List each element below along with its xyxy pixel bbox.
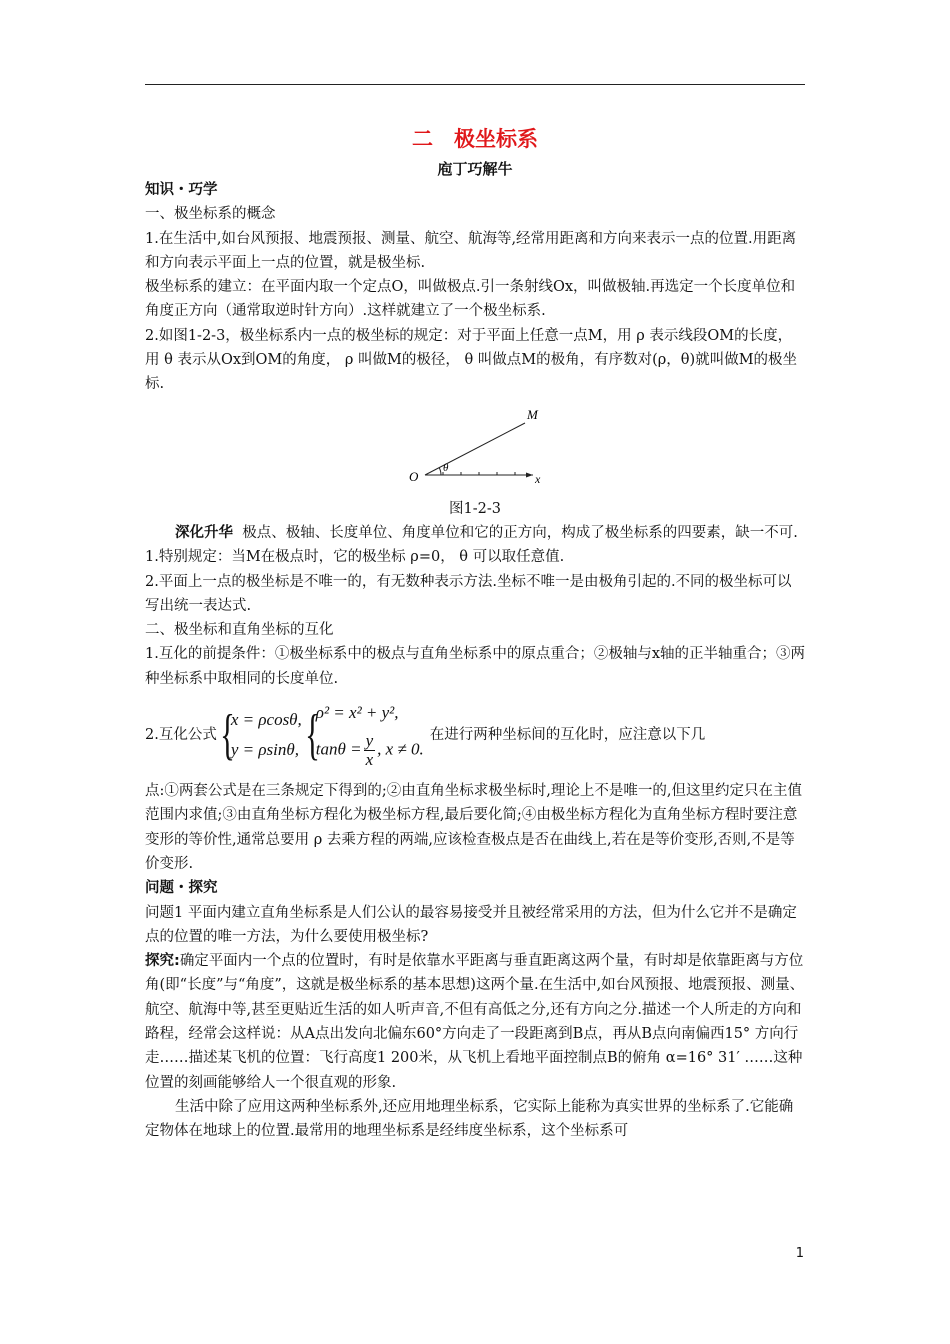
label-x: x [535, 471, 541, 486]
deep-text: 极点、极轴、长度单位、角度单位和它的正方向，构成了极坐标系的四要素，缺一不可. [242, 524, 798, 541]
formula-system-1 [231, 708, 302, 763]
left-brace-2: { [304, 704, 320, 767]
angle-arc [439, 467, 441, 474]
fraction [364, 732, 376, 769]
paragraph-4: 1.特别规定：当M在极点时，它的极坐标 ρ=0， θ 可以取任意值. [145, 549, 565, 566]
conversion-formula [145, 695, 805, 775]
page-number: 1 [795, 1246, 804, 1261]
paragraph-7: 点:①两套公式是在三条规定下得到的;②由直角坐标求极坐标时,理论上不是唯一的,但这里约定只在主值范围内求值;③由直角坐标方程化为极坐标方程,最后要化简;④由极坐标方程化为直角坐标方程时要注意变形的等价性,通常总要用 ρ 去乘方程的两端,应该检查极点是否在曲线上,若在是等价变形,否则,不是等价变形. [145, 783, 802, 872]
figure-polar [145, 403, 805, 493]
figure-caption: 图1-2-3 [449, 500, 501, 517]
paragraph-5: 2.平面上一点的极坐标是不唯一的，有无数种表示方法.坐标不唯一是由极角引起的.不同的极坐标可以写出统一表达式. [145, 573, 792, 614]
left-brace-1: { [219, 704, 235, 767]
question-1: 问题1 平面内建立直角坐标系是人们公认的最容易接受并且被经常采用的方法，但为什么它并不是确定点的位置的唯一方法，为什么要使用极坐标? [145, 904, 797, 945]
formula-lead: 2.互化公式 [145, 726, 217, 743]
paragraph-6: 1.互化的前提条件：①极坐标系中的极点与直角坐标系中的原点重合；②极轴与x轴的正半轴重合；③两种坐标系中取相同的长度单位. [145, 646, 806, 687]
subheading-conversion: 二、极坐标和直角坐标的互化 [145, 622, 334, 639]
formula-eq3: ρ² = x² + y², [315, 703, 399, 723]
axis-arrow [526, 472, 533, 477]
ray-om [425, 423, 525, 475]
page-title: 二 极坐标系 [412, 127, 538, 151]
formula-eq4-right: , x ≠ 0. [377, 739, 424, 759]
fraction-denominator: x [365, 749, 374, 769]
label-o: O [409, 468, 419, 484]
fraction-numerator: y [365, 730, 374, 750]
label-m: M [527, 406, 538, 422]
paragraph-3: 2.如图1-2-3，极坐标系内一点的极坐标的规定：对于平面上任意一点M，用 ρ 表示线段OM的长度，用 θ 表示从Ox到OM的角度， ρ 叫做M的极径， θ 叫做点M的极角，有序数对(ρ，θ)就叫做M的极坐标. [145, 327, 798, 393]
label-theta: θ [443, 461, 449, 474]
formula-eq4 [316, 732, 424, 769]
formula-eq1: x = ρcosθ, [230, 709, 302, 729]
header-rule [145, 84, 805, 85]
formula-system-2 [316, 701, 424, 768]
explore-paragraph [145, 949, 805, 1095]
explore-text: 确定平面内一个点的位置时，有时是依靠水平距离与垂直距离这两个量，有时却是依靠距离与方位角(即“长度”与“角度”，这就是极坐标系的基本思想)这两个量.在生活中,如台风预报、地震预报、测量、航空、航海中等,甚至更贴近生活的如人听声音,不但有高低之分,还有方向之分.描述一个人所走的方向和路程，经常会这样说：从A点出发向北偏东60°方向走了一段距离到B点，再从B点向南偏西15° 方向行走……描述某飞机的位置：飞行高度1 200米，从飞机上看地平面控制点B的俯角 α=16° 31′ ……这种位置的刻画能够给人一个很直观的形象. [145, 953, 805, 1091]
paragraph-8: 生活中除了应用这两种坐标系外,还应用地理坐标系，它实际上能称为真实世界的坐标系了.它能确定物体在地球上的位置.最常用的地理坐标系是经纬度坐标系，这个坐标系可 [145, 1098, 794, 1140]
paragraph-1: 1.在生活中,如台风预报、地震预报、测量、航空、航海等,经常用距离和方向来表示一点的位置.用距离和方向表示平面上一点的位置，就是极坐标. [145, 230, 797, 271]
paragraph-2: 极坐标系的建立：在平面内取一个定点O，叫做极点.引一条射线Ox，叫做极轴.再选定一个长度单位和角度正方向（通常取逆时针方向）.这样就建立了一个极坐标系. [145, 279, 796, 320]
formula-eq4-left: tanθ = [315, 739, 362, 759]
deep-label: 深化升华 [175, 524, 233, 541]
explore-label: 探究: [145, 953, 180, 970]
section-heading-explore: 问题・探究 [145, 880, 218, 897]
subheading-concept: 一、极坐标系的概念 [145, 206, 276, 223]
polar-diagram [405, 403, 555, 493]
document-body [145, 178, 805, 1144]
section-heading-knowledge: 知识・巧学 [145, 182, 218, 198]
deep-paragraph [145, 521, 805, 545]
formula-trail: 在进行两种坐标间的互化时，应注意以下几 [429, 726, 706, 743]
page-subtitle: 庖丁巧解牛 [437, 160, 513, 178]
formula-eq2: y = ρsinθ, [230, 740, 299, 760]
